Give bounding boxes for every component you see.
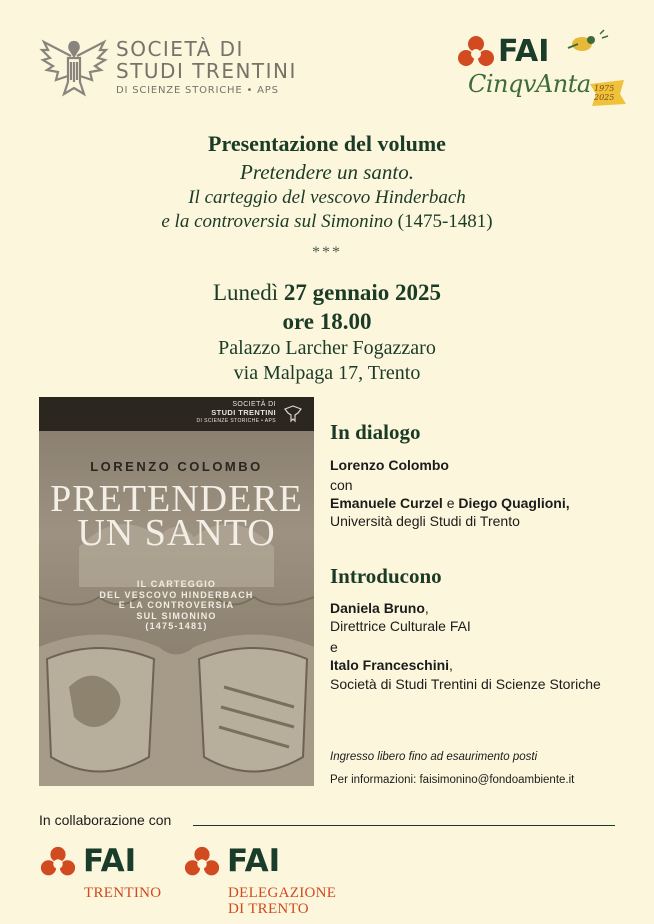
dialogo-con: con	[330, 477, 353, 493]
dialogo-speakers	[330, 495, 570, 511]
cover-sub-l4: SUL SIMONINO	[136, 610, 217, 621]
cover-publisher-l2: STUDI TRENTINI	[211, 408, 276, 417]
cover-publisher	[197, 401, 276, 425]
event-date-rest: 27 gennaio 2025	[283, 280, 442, 305]
fai-cinquanta-script: CinqvAnta	[468, 70, 591, 98]
cover-publisher-l1: SOCIETÀ DI	[232, 401, 276, 408]
introducono-person1-role: Direttrice Culturale FAI	[330, 618, 471, 634]
sst-name	[116, 38, 297, 96]
book-subtitle-line1: Il carteggio del vescovo Hinderbach	[188, 187, 466, 208]
event-venue: Palazzo Larcher Fogazzaro	[218, 337, 436, 359]
introducono-and: e	[330, 639, 338, 655]
fai-cinquanta-word: FAI	[498, 34, 550, 69]
contact-info: Per informazioni: faisimonino@fondoambiente.it	[330, 774, 575, 786]
book-subtitle-years: (1475-1481)	[397, 211, 493, 232]
person-italo-franceschini: Italo Franceschini	[330, 657, 450, 673]
dialogo-speaker1	[330, 457, 449, 473]
introducono-person1: Daniela Bruno,	[330, 600, 429, 616]
introducono-person2-role: Società di Studi Trentini di Scienze Storiche	[330, 676, 601, 692]
entry-info: Ingresso libero fino ad esaurimento posti	[330, 751, 538, 763]
cover-eagle-icon	[282, 403, 304, 425]
speaker-emanuele-curzel: Emanuele Curzel	[330, 495, 443, 511]
sst-line1: SOCIETÀ DI	[116, 37, 244, 61]
cover-sub-l5: (1475-1481)	[145, 621, 208, 631]
person-daniela-bruno: Daniela Bruno	[330, 600, 425, 616]
cover-sub-l1: IL CARTEGGIO	[136, 579, 217, 589]
event-address: via Malpaga 17, Trento	[233, 362, 421, 384]
fai-years: 1975 2025	[594, 84, 615, 102]
book-cover	[39, 397, 314, 786]
cover-title-line1: PRETENDERE	[50, 478, 303, 520]
fai-flower-icon	[183, 845, 221, 883]
cover-sub-l3: E LA CONTROVERSIA	[118, 600, 235, 610]
cover-author: LORENZO COLOMBO	[90, 459, 263, 474]
bird-icon	[560, 28, 610, 58]
fai-delegazione-l1: DELEGAZIONE	[228, 885, 337, 901]
sst-line3: DI SCIENZE STORICHE • APS	[116, 85, 279, 96]
fai-trentino-label: TRENTINO	[84, 885, 162, 901]
fai-flower-icon	[456, 34, 496, 74]
fai-trentino-word: FAI	[83, 843, 137, 879]
separator: ***	[312, 244, 342, 261]
collaboration-label: In collaborazione con	[39, 812, 172, 828]
event-time: ore 18.00	[282, 309, 372, 334]
introducono-heading: Introducono	[330, 564, 442, 588]
cover-title-line2: UN SANTO	[77, 512, 276, 554]
fai-delegazione-label	[228, 885, 336, 917]
dialogo-and: e	[446, 495, 455, 511]
cover-sub-l2: DEL VESCOVO HINDERBACH	[99, 589, 254, 600]
introducono-person2: Italo Franceschini,	[330, 657, 453, 673]
book-subtitle-line2	[0, 211, 654, 233]
speaker-lorenzo-colombo: Lorenzo Colombo	[330, 457, 449, 473]
dialogo-heading: In dialogo	[330, 420, 421, 444]
speaker-diego-quaglioni: Diego Quaglioni,	[458, 495, 570, 511]
dialogo-affiliation: Università degli Studi di Trento	[330, 513, 520, 529]
event-heading: Presentazione del volume	[208, 131, 446, 156]
event-date	[0, 280, 654, 306]
book-title: Pretendere un santo.	[240, 160, 414, 184]
fai-delegazione-word: FAI	[227, 843, 281, 879]
eagle-icon	[38, 36, 110, 100]
cover-publisher-l3: DI SCIENZE STORICHE • APS	[196, 418, 276, 424]
fai-delegazione-l2: DI TRENTO	[228, 901, 309, 917]
book-subtitle-line2-text: e la controversia sul Simonino	[161, 211, 393, 232]
event-date-day: Lunedì	[212, 280, 279, 305]
fai-flower-icon	[39, 845, 77, 883]
cover-subtitle	[39, 579, 314, 632]
sst-line2: STUDI TRENTINI	[116, 59, 297, 83]
collaboration-divider	[193, 825, 615, 826]
